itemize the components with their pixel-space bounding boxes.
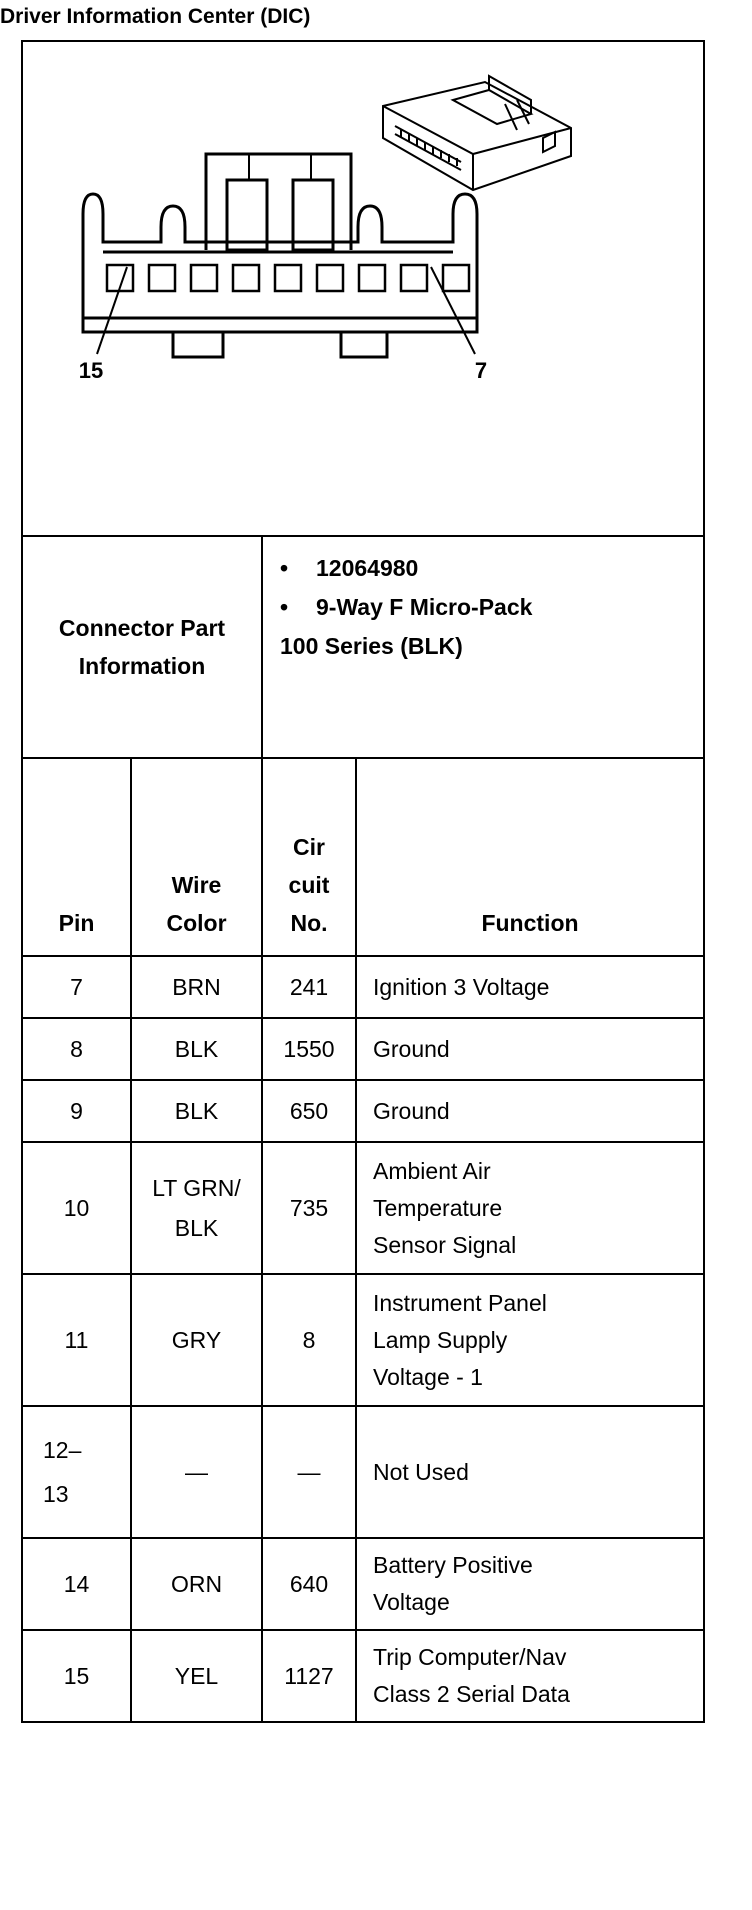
cell-function: Not Used xyxy=(356,1406,704,1538)
pin-cavity xyxy=(443,265,469,291)
cell-pin: 11 xyxy=(22,1274,131,1406)
pin-cavity xyxy=(317,265,343,291)
cell-wire-color: LT GRN/ BLK xyxy=(131,1142,262,1274)
pin-cavity xyxy=(233,265,259,291)
table-header-row xyxy=(22,758,704,956)
cell-wire-color: — xyxy=(131,1406,262,1538)
cell-wire-color: ORN xyxy=(131,1538,262,1630)
cell-wire-color: YEL xyxy=(131,1630,262,1722)
connector-part-info-label-line-2: Information xyxy=(78,653,206,679)
cell-function: Battery Positive Voltage xyxy=(356,1538,704,1630)
part-number: • 12064980 xyxy=(280,555,419,581)
cell-pin: 14 xyxy=(22,1538,131,1630)
pin-label-left: 15 xyxy=(78,358,104,383)
connector-table xyxy=(21,40,705,1723)
connector-series: 100 Series (BLK) xyxy=(280,633,463,659)
table-row xyxy=(22,1630,704,1722)
cell-circuit-number: 8 xyxy=(262,1274,356,1406)
connector-part-info-label-line-1: Connector Part xyxy=(58,615,226,641)
table-row xyxy=(22,1538,704,1630)
cell-pin: 15 xyxy=(22,1630,131,1722)
pin-rows xyxy=(22,956,704,1722)
pin-cavity xyxy=(401,265,427,291)
table-row xyxy=(22,1018,704,1080)
header-circuit-number: Cir cuit No. xyxy=(262,758,356,956)
cell-circuit-number: 735 xyxy=(262,1142,356,1274)
table-row xyxy=(22,1274,704,1406)
cell-circuit-number: 640 xyxy=(262,1538,356,1630)
cell-wire-color: BLK xyxy=(131,1080,262,1142)
cell-circuit-number: — xyxy=(262,1406,356,1538)
document-title: Driver Information Center (DIC) xyxy=(0,5,311,28)
header-function: Function xyxy=(356,758,704,956)
cell-pin: 8 xyxy=(22,1018,131,1080)
cell-circuit-number: 1550 xyxy=(262,1018,356,1080)
connector-part-info-values xyxy=(262,536,704,758)
pin-cavities xyxy=(107,265,469,291)
cell-wire-color: BRN xyxy=(131,956,262,1018)
connector-isometric-sketch xyxy=(383,76,571,190)
pin-cavity xyxy=(149,265,175,291)
cell-pin: 7 xyxy=(22,956,131,1018)
cell-function: Ambient Air Temperature Sensor Signal xyxy=(356,1142,704,1274)
cell-function: Ground xyxy=(356,1018,704,1080)
pin-cavity xyxy=(275,265,301,291)
cell-pin: 10 xyxy=(22,1142,131,1274)
table-row xyxy=(22,1080,704,1142)
connector-part-info-label xyxy=(22,536,262,758)
cell-pin: 12– 13 xyxy=(22,1406,131,1538)
connector-face-diagram xyxy=(23,42,703,533)
cell-function: Instrument Panel Lamp Supply Voltage - 1 xyxy=(356,1274,704,1406)
cell-function: Ground xyxy=(356,1080,704,1142)
header-wire-color: Wire Color xyxy=(131,758,262,956)
cell-circuit-number: 1127 xyxy=(262,1630,356,1722)
table-row xyxy=(22,1406,704,1538)
table-row xyxy=(22,956,704,1018)
table-row xyxy=(22,1142,704,1274)
pin-cavity xyxy=(191,265,217,291)
header-pin: Pin xyxy=(22,758,131,956)
cell-wire-color: GRY xyxy=(131,1274,262,1406)
cell-circuit-number: 650 xyxy=(262,1080,356,1142)
connector-diagram-cell xyxy=(22,41,704,536)
cell-circuit-number: 241 xyxy=(262,956,356,1018)
connector-type: • 9-Way F Micro-Pack xyxy=(280,594,533,620)
cell-pin: 9 xyxy=(22,1080,131,1142)
cell-wire-color: BLK xyxy=(131,1018,262,1080)
pin-cavity xyxy=(359,265,385,291)
pin-label-right: 7 xyxy=(474,358,488,383)
cell-function: Ignition 3 Voltage xyxy=(356,956,704,1018)
cell-function: Trip Computer/Nav Class 2 Serial Data xyxy=(356,1630,704,1722)
